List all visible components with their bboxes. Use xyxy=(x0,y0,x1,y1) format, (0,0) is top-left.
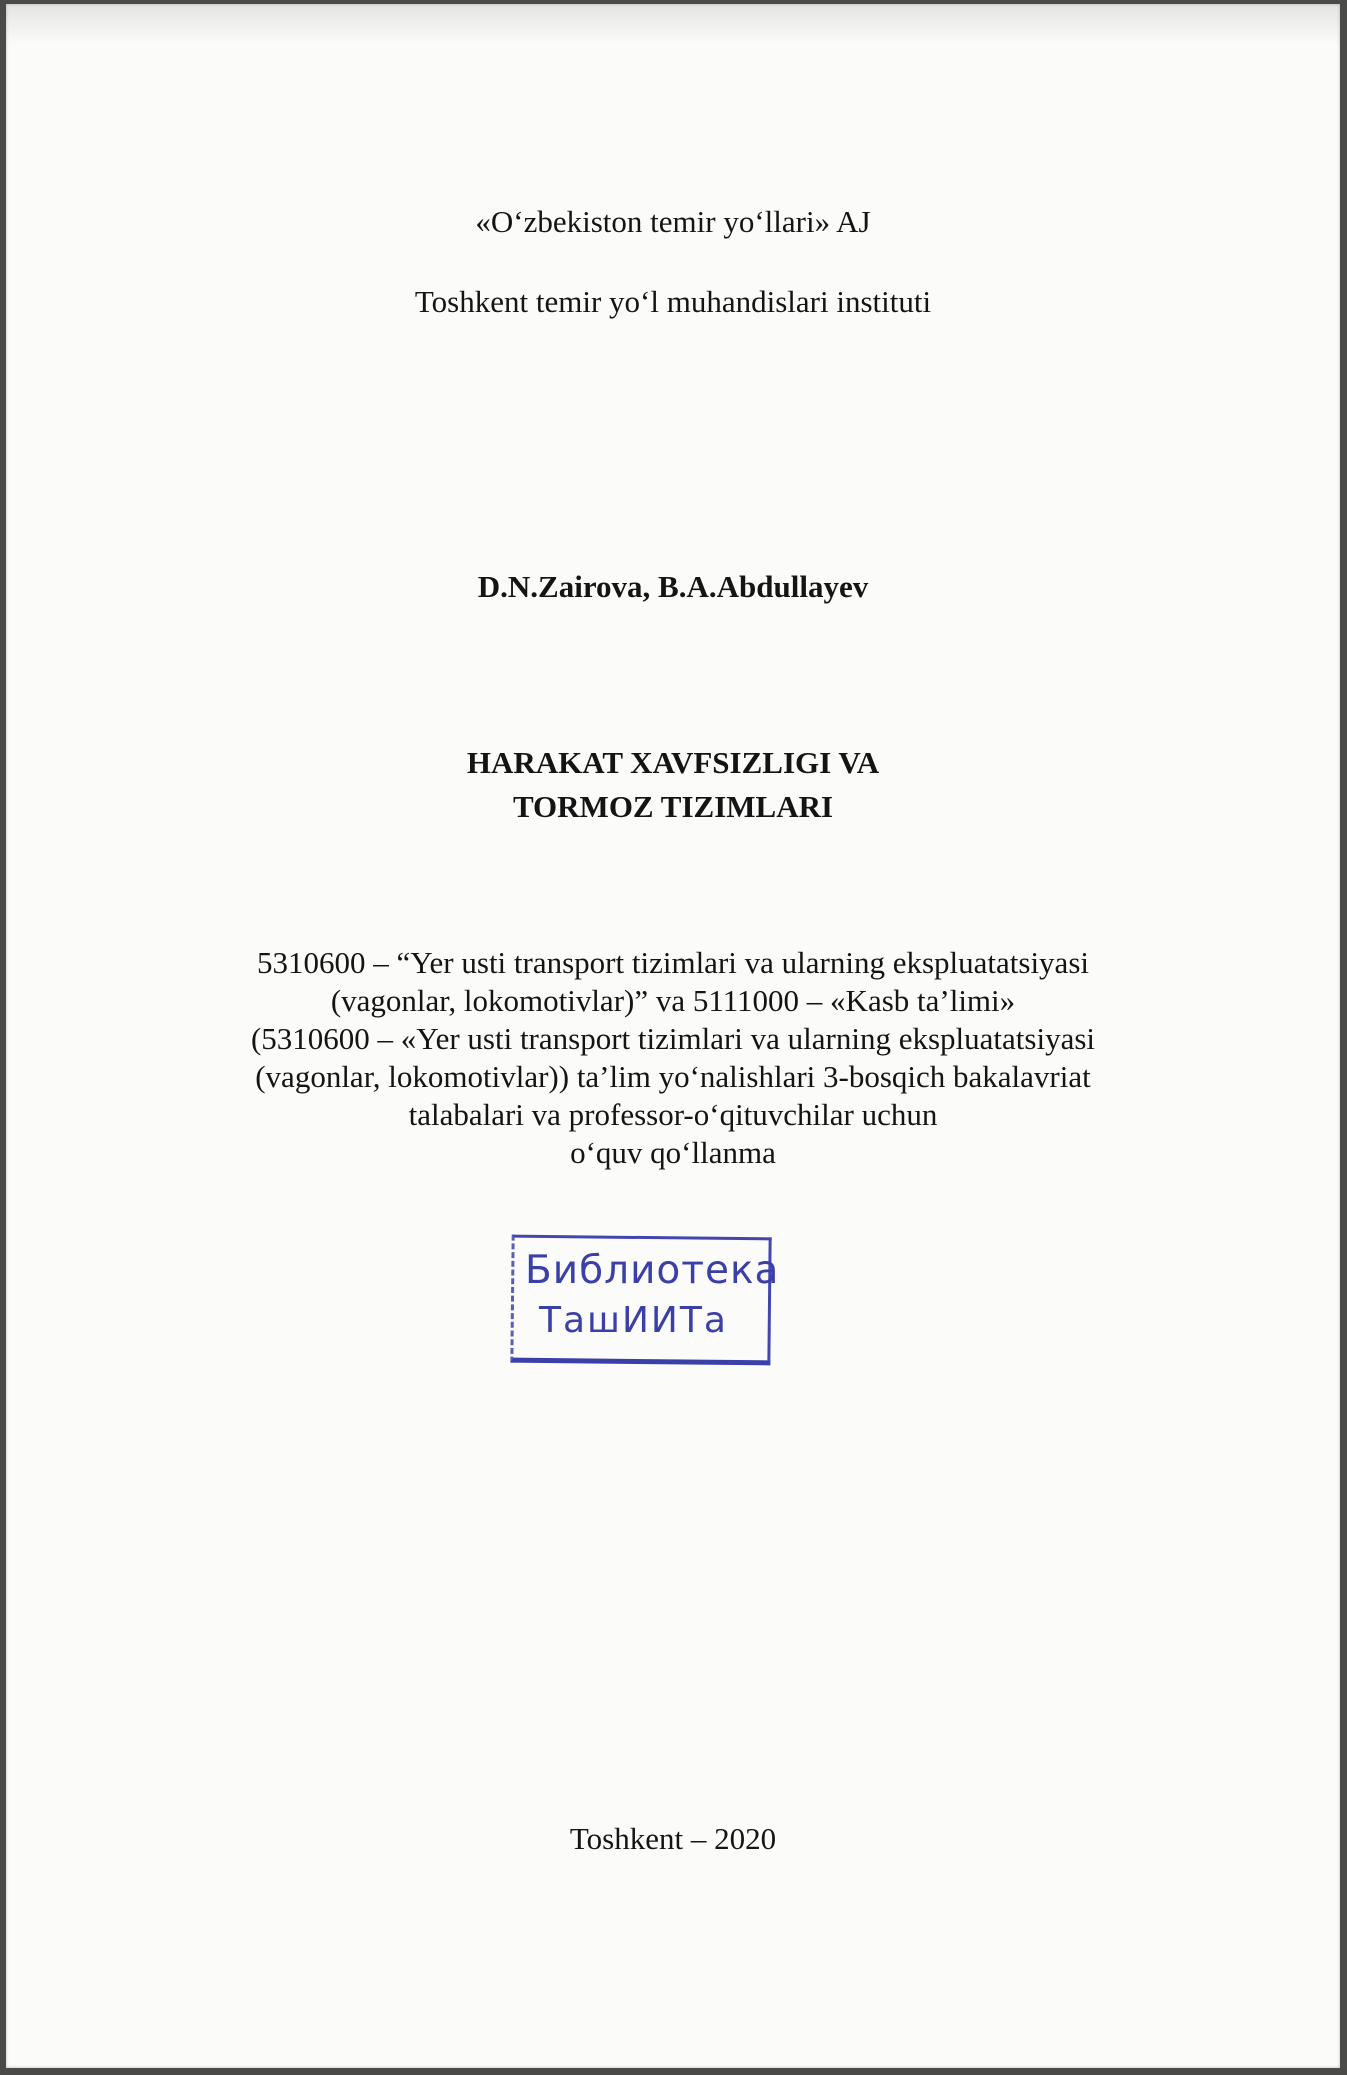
stamp-line-2: ТашИИТа xyxy=(539,1300,728,1341)
stamp-line-1: Библиотека xyxy=(525,1248,780,1293)
book-title xyxy=(6,741,1340,829)
scan-edge-shadow xyxy=(6,4,1340,44)
city-year: Toshkent – 2020 xyxy=(569,1821,777,1856)
institute-name: Toshkent temir yo‘l muhandislari instituti xyxy=(414,284,932,319)
description xyxy=(6,944,1340,1172)
organization-name: «O‘zbekiston temir yo‘llari» AJ xyxy=(475,204,871,239)
description-line-4: (vagonlar, lokomotivlar)) ta’lim yo‘nalishlari 3-bosqich bakalavriat xyxy=(255,1059,1091,1094)
description-line-2: (vagonlar, lokomotivlar)” va 5111000 – «Kasb ta’limi» xyxy=(330,983,1016,1018)
description-line-5: talabalari va professor-o‘qituvchilar uchun xyxy=(408,1097,938,1132)
title-line-1: HARAKAT XAVFSIZLIGI VA xyxy=(466,745,880,780)
description-line-3: (5310600 – «Yer usti transport tizimlari va ularning ekspluatatsiyasi xyxy=(250,1021,1096,1056)
authors: D.N.Zairova, B.A.Abdullayev xyxy=(477,569,869,604)
description-line-6: o‘quv qo‘llanma xyxy=(570,1135,776,1170)
title-line-2: TORMOZ TIZIMLARI xyxy=(512,789,834,824)
library-stamp xyxy=(511,1236,780,1362)
document-page xyxy=(6,4,1340,2068)
description-line-1: 5310600 – “Yer usti transport tizimlari va ularning ekspluatatsiyasi xyxy=(257,945,1089,980)
